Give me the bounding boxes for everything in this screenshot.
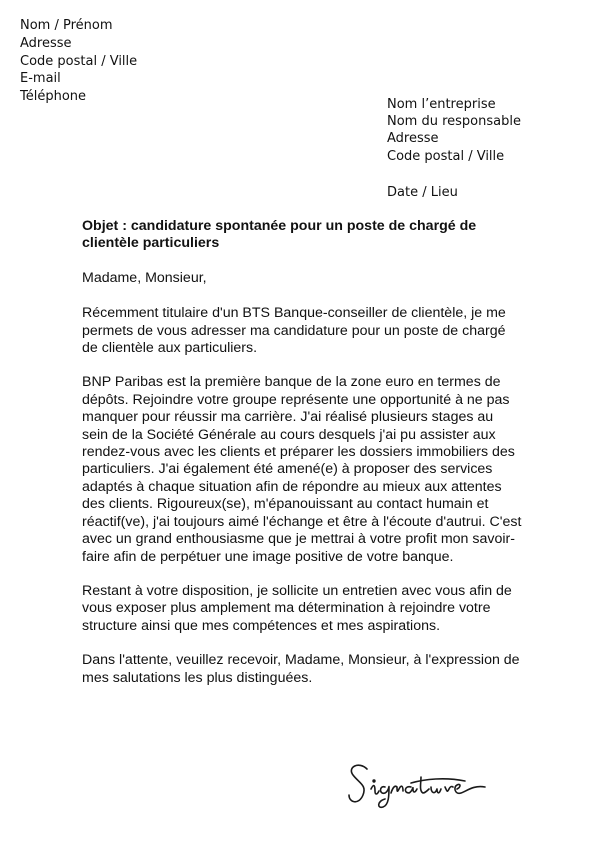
sender-phone: Téléphone <box>20 89 87 105</box>
recipient-company: Nom l’entreprise <box>387 97 496 112</box>
letter-subject: Objet : candidature spontanée pour un poste de chargé de clientèle particuliers <box>82 218 477 252</box>
letter-paragraph-closing: Dans l'attente, veuillez recevoir, Madame, Monsieur, à l'expression de mes salutations les plus distinguées. <box>82 652 520 686</box>
letter-body <box>82 218 522 704</box>
recipient-postal-city: Code postal / Ville <box>387 148 505 164</box>
sender-block <box>20 17 137 106</box>
recipient-address: Adresse <box>387 131 439 147</box>
date-place: Date / Lieu <box>387 185 458 200</box>
letter-paragraph-request: Restant à votre disposition, je sollicite un entretien avec vous afin de vous exposer plus amplement ma détermination à rejoindre votre structure ainsi que mes compétences et mes aspirations. <box>82 582 512 634</box>
sender-email: E-mail <box>20 71 61 87</box>
letter-paragraph-intro: Récemment titulaire d'un BTS Banque-conseiller de clientèle, je me permets de vous adresser ma candidature pour un poste de chargé de clientèle aux particuliers. <box>82 305 506 357</box>
letter-greeting: Madame, Monsieur, <box>82 269 207 286</box>
sender-postal-city: Code postal / Ville <box>20 53 138 69</box>
signature-image <box>345 755 505 815</box>
letter-paragraph-motivation: BNP Paribas est la première banque de la zone euro en termes de dépôts. Rejoindre votre groupe représente une opportunité à ne pas manquer pour réussir ma carrière. J'ai réalisé plusieurs stages au sein de la Société Générale au cours desquels j'ai pu assister aux rendez-vous avec les clients et préparer les dossiers immobiliers des particuliers. J'ai également été amené(e) à proposer des services adaptés à chaque situation afin de répondre au mieux aux attentes des clients. Rigoureux(se), m'épanouissant au contact humain et réactif(ve), j'ai toujours aimé l'échange et être à l'écoute d'autrui. C'est avec un grand enthousiasme que je mettrai à votre profit mon savoir-faire afin de perpétuer une image positive de votre banque. <box>82 374 522 565</box>
sender-address: Adresse <box>20 35 72 51</box>
recipient-manager: Nom du responsable <box>387 114 521 130</box>
recipient-block <box>387 96 521 165</box>
sender-name: Nom / Prénom <box>20 18 113 33</box>
